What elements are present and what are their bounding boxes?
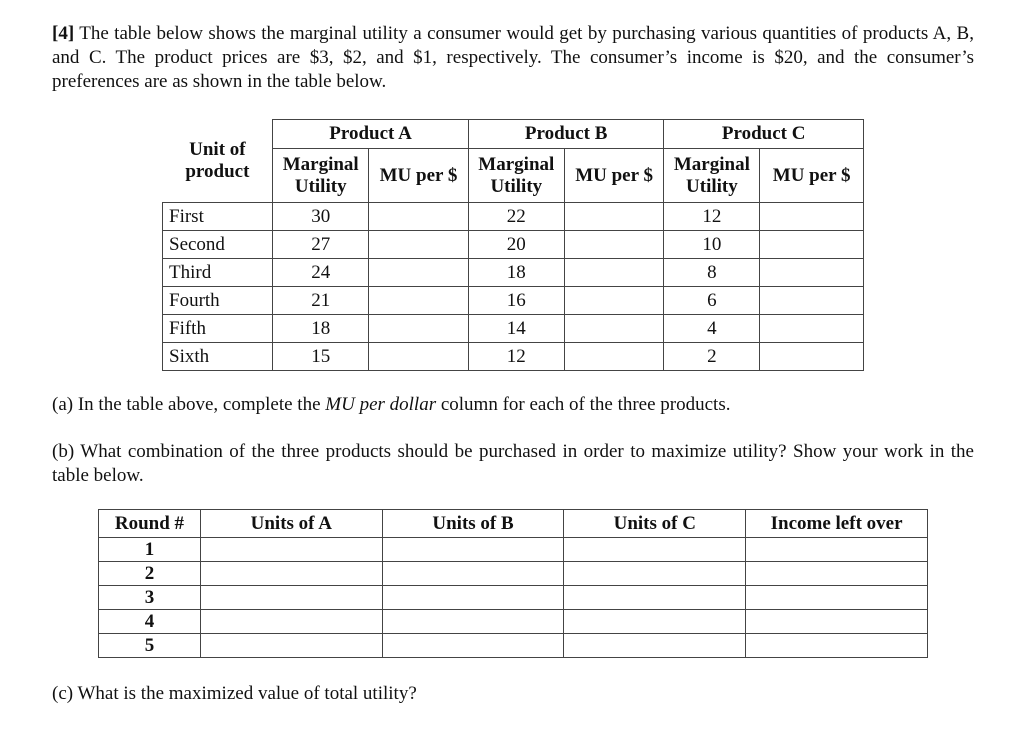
units-of-b-cell[interactable]: [382, 634, 564, 658]
mu-per-dollar-c-cell[interactable]: [760, 231, 864, 259]
mu-a-cell: 15: [273, 343, 369, 371]
mu-b-cell: 18: [468, 259, 564, 287]
mu-c-cell: 2: [664, 343, 760, 371]
mu-per-dollar-c-cell[interactable]: [760, 287, 864, 315]
table-row: [163, 203, 864, 231]
mu-c-cell: 10: [664, 231, 760, 259]
units-of-a-header: Units of A: [200, 510, 382, 538]
round-table: [98, 509, 928, 658]
round-number: 2: [99, 562, 201, 586]
units-of-a-cell[interactable]: [200, 610, 382, 634]
table-row: [163, 259, 864, 287]
mu-per-dollar-c-cell[interactable]: [760, 343, 864, 371]
product-a-mu-header: Marginal Utility: [273, 149, 369, 203]
question-b: (b) What combination of the three products should be purchased in order to maximize utility? Show your work in the table below.: [52, 441, 974, 486]
table-row: [163, 343, 864, 371]
mu-per-dollar-a-cell[interactable]: [369, 259, 469, 287]
product-b-mu-header: Marginal Utility: [468, 149, 564, 203]
units-of-c-header: Units of C: [564, 510, 746, 538]
income-left-over-cell[interactable]: [746, 610, 928, 634]
mu-a-cell: 21: [273, 287, 369, 315]
mu-per-dollar-a-cell[interactable]: [369, 203, 469, 231]
question-a-prefix: (a) In the table above, complete the: [52, 394, 326, 415]
question-a-emphasis: MU per dollar: [325, 394, 437, 415]
product-c-mu-header: Marginal Utility: [664, 149, 760, 203]
mu-c-cell: 12: [664, 203, 760, 231]
mu-a-cell: 18: [273, 315, 369, 343]
round-number: 1: [99, 538, 201, 562]
mu-per-dollar-a-cell[interactable]: [369, 287, 469, 315]
units-of-c-cell[interactable]: [564, 562, 746, 586]
units-of-b-cell[interactable]: [382, 538, 564, 562]
question-a-suffix: column for each of the three products.: [436, 394, 731, 415]
units-of-a-cell[interactable]: [200, 538, 382, 562]
units-of-b-header: Units of B: [382, 510, 564, 538]
product-c-header: Product C: [664, 120, 864, 149]
unit-label: First: [163, 203, 273, 231]
income-left-over-header: Income left over: [746, 510, 928, 538]
unit-label: Fifth: [163, 315, 273, 343]
mu-per-dollar-b-cell[interactable]: [564, 287, 664, 315]
intro-text: The table below shows the marginal utility a consumer would get by purchasing various quantities of products A, B, and C. The product prices are $3, $2, and $1, respectively. The consumer’s income is $20, and the consumer’s preferences are as shown in the table below.: [52, 23, 974, 92]
mu-b-cell: 16: [468, 287, 564, 315]
income-left-over-cell[interactable]: [746, 634, 928, 658]
units-of-a-cell[interactable]: [200, 562, 382, 586]
mu-per-dollar-b-cell[interactable]: [564, 343, 664, 371]
round-number: 3: [99, 586, 201, 610]
units-of-c-cell[interactable]: [564, 634, 746, 658]
product-a-header: Product A: [273, 120, 469, 149]
units-of-a-cell[interactable]: [200, 634, 382, 658]
mu-c-cell: 4: [664, 315, 760, 343]
unit-label: Second: [163, 231, 273, 259]
mu-a-cell: 24: [273, 259, 369, 287]
income-left-over-cell[interactable]: [746, 562, 928, 586]
marginal-utility-table: [162, 119, 864, 371]
unit-label: Sixth: [163, 343, 273, 371]
product-a-mu-per-dollar-header: MU per $: [369, 149, 469, 203]
mu-a-cell: 30: [273, 203, 369, 231]
units-of-b-cell[interactable]: [382, 586, 564, 610]
round-number: 5: [99, 634, 201, 658]
table-row: [99, 562, 928, 586]
income-left-over-cell[interactable]: [746, 538, 928, 562]
mu-per-dollar-b-cell[interactable]: [564, 203, 664, 231]
intro-paragraph: [52, 22, 974, 94]
unit-of-product-header: Unit of product: [163, 120, 273, 203]
mu-b-cell: 20: [468, 231, 564, 259]
mu-per-dollar-a-cell[interactable]: [369, 315, 469, 343]
table-row: [99, 634, 928, 658]
mu-per-dollar-c-cell[interactable]: [760, 203, 864, 231]
round-header-row: [99, 510, 928, 538]
round-number: 4: [99, 610, 201, 634]
units-of-c-cell[interactable]: [564, 610, 746, 634]
table-row: [99, 610, 928, 634]
table-row: [163, 231, 864, 259]
mu-per-dollar-c-cell[interactable]: [760, 315, 864, 343]
question-c: (c) What is the maximized value of total utility?: [52, 683, 417, 704]
mu-c-cell: 6: [664, 287, 760, 315]
mu-per-dollar-a-cell[interactable]: [369, 231, 469, 259]
mu-per-dollar-b-cell[interactable]: [564, 315, 664, 343]
table-row: [99, 586, 928, 610]
mu-per-dollar-a-cell[interactable]: [369, 343, 469, 371]
mu-per-dollar-b-cell[interactable]: [564, 259, 664, 287]
table-row: [163, 315, 864, 343]
units-of-c-cell[interactable]: [564, 538, 746, 562]
product-b-mu-per-dollar-header: MU per $: [564, 149, 664, 203]
mu-c-cell: 8: [664, 259, 760, 287]
unit-label: Third: [163, 259, 273, 287]
question-number: [4]: [52, 23, 75, 44]
mu-a-cell: 27: [273, 231, 369, 259]
unit-label: Fourth: [163, 287, 273, 315]
product-header-row: [163, 120, 864, 149]
mu-b-cell: 22: [468, 203, 564, 231]
table-row: [163, 287, 864, 315]
mu-b-cell: 14: [468, 315, 564, 343]
mu-b-cell: 12: [468, 343, 564, 371]
product-b-header: Product B: [468, 120, 664, 149]
question-a: [52, 393, 974, 417]
units-of-a-cell[interactable]: [200, 586, 382, 610]
units-of-b-cell[interactable]: [382, 610, 564, 634]
units-of-b-cell[interactable]: [382, 562, 564, 586]
units-of-c-cell[interactable]: [564, 586, 746, 610]
table-row: [99, 538, 928, 562]
mu-per-dollar-c-cell[interactable]: [760, 259, 864, 287]
round-number-header: Round #: [99, 510, 201, 538]
income-left-over-cell[interactable]: [746, 586, 928, 610]
product-c-mu-per-dollar-header: MU per $: [760, 149, 864, 203]
mu-per-dollar-b-cell[interactable]: [564, 231, 664, 259]
